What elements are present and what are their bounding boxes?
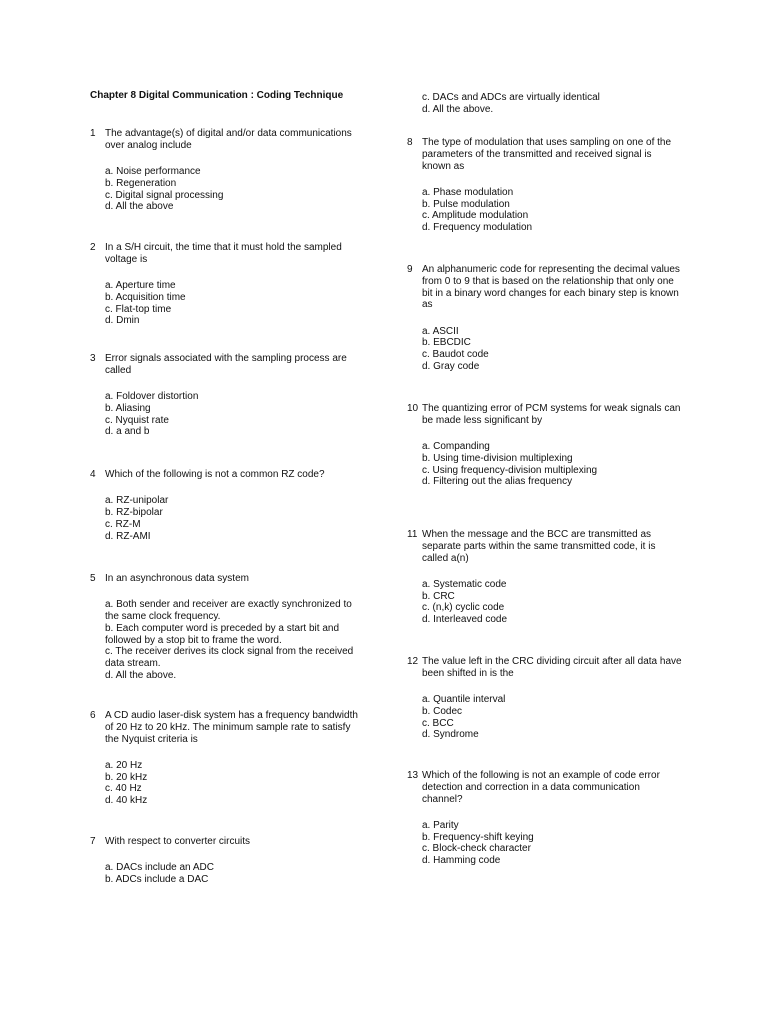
option-c: c. Flat-top time <box>105 303 172 315</box>
option-b: b. Codec <box>422 705 463 717</box>
option-a: a. Both sender and receiver are exactly synchronized to the same clock frequency. <box>105 599 352 623</box>
question-number: 4 <box>90 469 96 480</box>
option-c: c. (n,k) cyclic code <box>422 602 505 614</box>
question-text: The value left in the CRC dividing circuit after all data have been shifted in is the <box>422 656 682 679</box>
question-number: 7 <box>90 836 96 847</box>
option-list <box>105 760 365 807</box>
question-text: An alphanumeric code for representing the decimal values from 0 to 9 that is based on the relationship that only one bit in a binary word changes for each binary step is known as <box>422 264 680 311</box>
option-c: c. RZ-M <box>105 518 141 530</box>
option-a: a. Quantile interval <box>422 694 506 706</box>
option-d: d. Interleaved code <box>422 614 508 626</box>
option-c: c. Baudot code <box>422 349 489 361</box>
question-7 <box>90 836 365 886</box>
option-d: d. 40 kHz <box>105 795 148 807</box>
option-b: b. Frequency-shift keying <box>422 831 534 843</box>
option-b: b. Regeneration <box>105 177 177 189</box>
option-a: a. Systematic code <box>422 578 507 590</box>
option-d: d. Dmin <box>105 315 140 327</box>
option-d: d. RZ-AMI <box>105 530 151 542</box>
question-text: The advantage(s) of digital and/or data communications over analog include <box>105 128 352 151</box>
question-text: The type of modulation that uses sampling on one of the parameters of the transmitted and received signal is known as <box>422 137 672 172</box>
option-a: a. RZ-unipolar <box>105 495 169 507</box>
question-text: A CD audio laser-disk system has a frequency bandwidth of 20 Hz to 20 kHz. The minimum sample rate to satisfy the Nyquist criteria is <box>105 710 358 745</box>
question-10 <box>407 403 682 488</box>
option-list <box>105 391 365 438</box>
option-d: d. All the above. <box>105 670 177 682</box>
option-list <box>105 495 365 542</box>
option-b: b. Aliasing <box>105 402 151 414</box>
question-number: 8 <box>407 137 413 148</box>
option-b: b. EBCDIC <box>422 337 471 349</box>
option-d: d. Frequency modulation <box>422 222 533 234</box>
question-number: 5 <box>90 573 96 584</box>
option-d: d. All the above. <box>422 103 494 115</box>
option-list <box>422 326 682 373</box>
question-number: 3 <box>90 353 96 364</box>
option-d: d. Hamming code <box>422 855 501 867</box>
question-1 <box>90 128 365 213</box>
option-list <box>422 694 682 741</box>
question-13 <box>407 770 682 867</box>
question-4 <box>90 469 365 542</box>
option-d: d. Gray code <box>422 361 480 373</box>
option-a: a. Parity <box>422 819 459 831</box>
option-b: b. Using time-division multiplexing <box>422 452 573 464</box>
option-b: b. CRC <box>422 590 455 602</box>
option-list <box>422 579 682 626</box>
question-number: 1 <box>90 128 96 139</box>
option-b: b. Acquisition time <box>105 291 186 303</box>
question-number: 6 <box>90 710 96 721</box>
option-list <box>422 92 682 116</box>
option-a: a. Companding <box>422 441 490 453</box>
question-2 <box>90 242 365 327</box>
question-3 <box>90 353 365 438</box>
option-c: c. DACs and ADCs are virtually identical <box>422 92 600 103</box>
question-text: In an asynchronous data system <box>105 573 249 584</box>
question-5 <box>90 573 365 682</box>
question-text: With respect to converter circuits <box>105 836 251 847</box>
option-b: b. ADCs include a DAC <box>105 874 209 886</box>
option-c: c. BCC <box>422 717 454 729</box>
question-text: Which of the following is not a common RZ code? <box>105 469 325 480</box>
option-list <box>422 441 682 488</box>
question-text: The quantizing error of PCM systems for weak signals can be made less significant by <box>422 403 681 426</box>
question-text: Which of the following is not an example of code error detection and correction in a data communication channel? <box>422 770 660 805</box>
option-a: a. Noise performance <box>105 166 201 178</box>
question-11 <box>407 529 682 626</box>
question-8 <box>407 137 682 234</box>
option-list <box>105 862 365 886</box>
option-b: b. Pulse modulation <box>422 198 510 210</box>
option-c: c. Using frequency-division multiplexing <box>422 464 598 476</box>
question-number: 9 <box>407 264 413 275</box>
option-list <box>105 166 365 213</box>
option-d: d. Syndrome <box>422 729 479 741</box>
question-number: 12 <box>407 656 419 667</box>
option-c: c. 40 Hz <box>105 783 142 795</box>
option-a: a. Aperture time <box>105 280 176 292</box>
page-title: Chapter 8 Digital Communication : Coding Technique <box>90 90 344 101</box>
question-text: Error signals associated with the sampling process are called <box>105 353 347 376</box>
option-b: b. 20 kHz <box>105 771 148 783</box>
option-a: a. DACs include an ADC <box>105 862 214 874</box>
option-c: c. Nyquist rate <box>105 414 169 426</box>
question-number: 10 <box>407 403 419 414</box>
question-9 <box>407 264 682 373</box>
option-list <box>422 187 682 234</box>
question-number: 11 <box>407 529 418 540</box>
option-c: c. Digital signal processing <box>105 189 224 201</box>
option-a: a. Phase modulation <box>422 186 514 198</box>
question-text: When the message and the BCC are transmitted as separate parts within the same transmitted code, it is called a(n) <box>422 529 656 564</box>
question-number: 2 <box>90 242 96 253</box>
question-7-continued <box>407 92 682 116</box>
option-a: a. Foldover distortion <box>105 391 199 403</box>
option-c: c. Amplitude modulation <box>422 210 529 222</box>
option-b: b. Each computer word is preceded by a start bit and followed by a stop bit to frame the word. <box>105 622 340 646</box>
option-a: a. ASCII <box>422 325 459 337</box>
option-list <box>105 599 365 682</box>
question-number: 13 <box>407 770 419 781</box>
option-d: d. a and b <box>105 426 150 438</box>
option-list <box>422 820 682 867</box>
option-b: b. RZ-bipolar <box>105 507 163 519</box>
question-12 <box>407 656 682 741</box>
question-text: In a S/H circuit, the time that it must hold the sampled voltage is <box>105 242 342 265</box>
option-list <box>105 280 365 327</box>
option-a: a. 20 Hz <box>105 759 143 771</box>
option-d: d. All the above <box>105 201 174 213</box>
question-6 <box>90 710 365 807</box>
option-c: c. The receiver derives its clock signal from the received data stream. <box>105 646 354 670</box>
option-d: d. Filtering out the alias frequency <box>422 476 573 488</box>
option-c: c. Block-check character <box>422 843 531 855</box>
